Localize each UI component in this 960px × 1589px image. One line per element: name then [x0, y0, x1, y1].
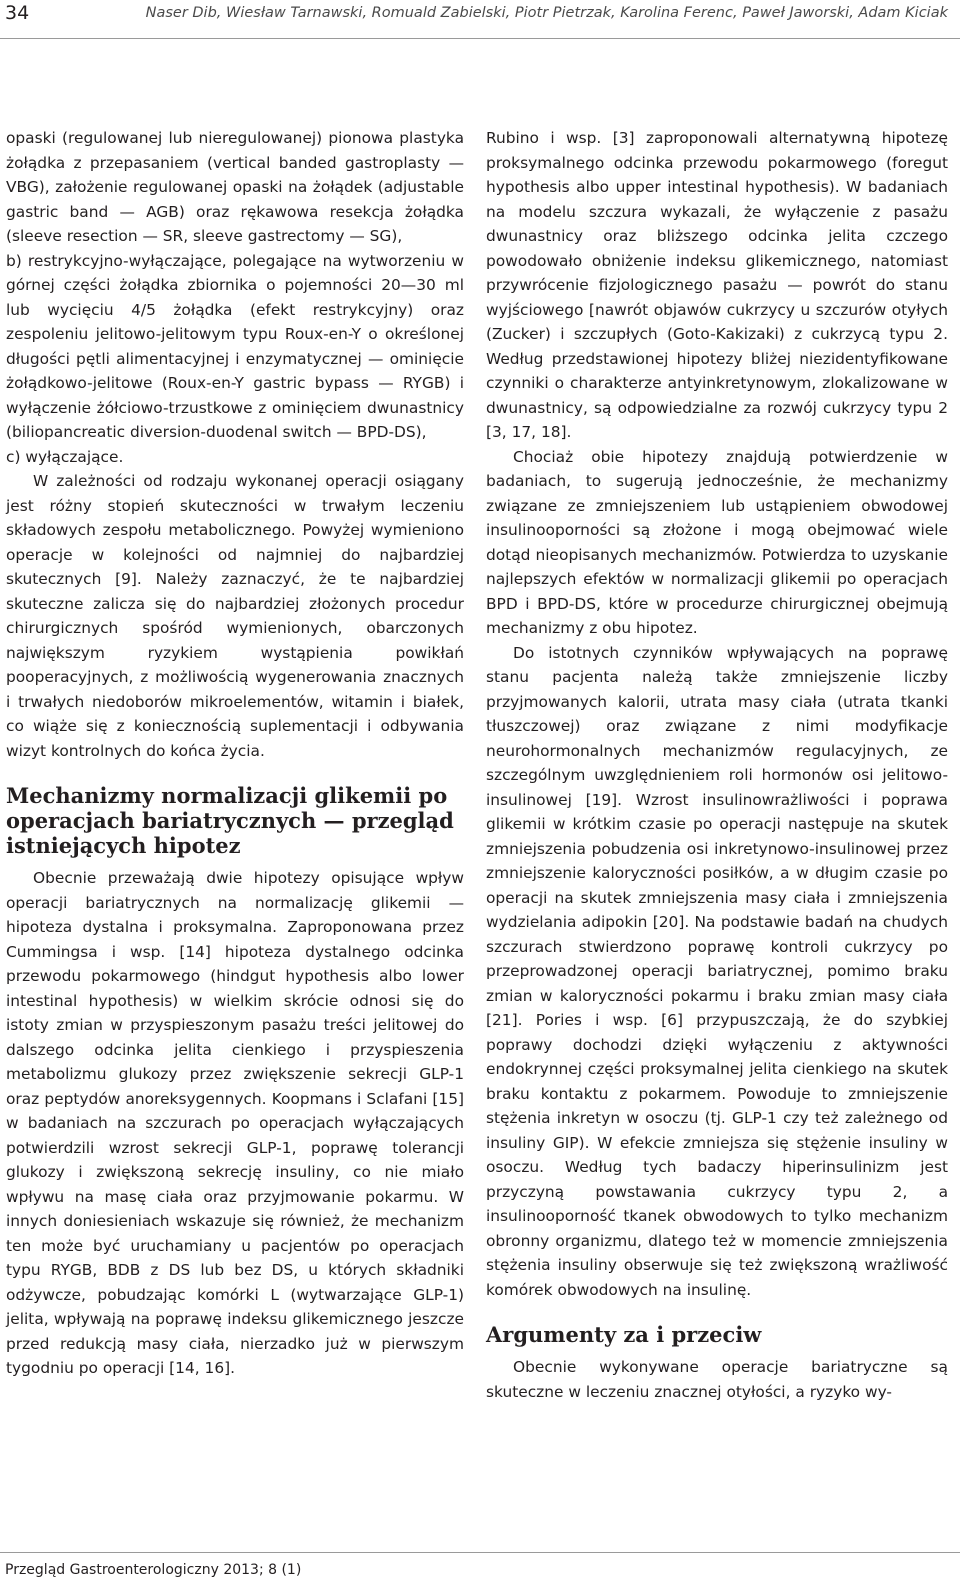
paragraph-foregut-hypothesis: Rubino i wsp. [3] zaproponowali alternatywną hipotezę proksymalnego odcinka przewodu pokarmowego (foregut hypothesis albo upper intestinal hypothesis). W badaniach na modelu szczura wykazali, że wyłączenie z pasażu dwunastnicy oraz bliższego odcinka jelita czczego powodowało obniżenie indeksu glikemicznego, natomiast przywrócenie fizjologicznego pasażu — powrót do stanu wyjściowego [nawrót objawów cukrzycy u szczurów otyłych (Zucker) i szczupłych (Goto-Kakizaki) z cukrzycą typu 2. Według przedstawionej hipotezy bliżej niezidentyfikowane czynniki o charakterze antyinkretynowym, zlokalizowane w dwunastnicy, są odpowiedzialne za rozwój cukrzycy typu 2 [3, 17, 18].	[486, 129, 948, 441]
paragraph-factors: Do istotnych czynników wpływających na poprawę stanu pacjenta należą także zmniejszenie liczby przyjmowanych kalorii, utrata masy ciała (utrata tkanki tłuszczowej) oraz związane z nimi modyfikacje neurohormonalnych mechanizmów regulacyjnych, ze szczególnym uwzględnieniem roli hormonów osi jelitowo-insulinowej [19]. Wzrost insulinowrażliwości i poprawa glikemii w krótkim czasie po operacji następuje na skutek zmniejszenia pobudzenia osi inkretynowo-insulinowej przez zmniejszenie kaloryczności posiłków, a w długim czasie po operacji na skutek zmniejszenia masy ciała i zmniejszenia wydzielania adipokin [20]. Na podstawie badań na chudych szczurach stwierdzono poprawę kontroli cukrzycy po przeprowadzonej operacji bariatrycznej, pomimo braku zmian w kaloryczności pokarmu i braku zmian masy ciała [21]. Pories i wsp. [6] przypuszczają, że do szybkiej poprawy dochodzi dzięki wyłączeniu z aktywności endokrynnej części proksymalnej jelita cienkiego na skutek braku kontaktu z pokarmem. Powoduje to zmniejszenie stężenia inkretyn w osoczu (tj. GLP-1 czy też zależnego od insuliny GIP). W efekcie zmniejsza się stężenie insuliny w osoczu. Według tych badaczy hiperinsulinizm jest przyczyną powstawania cukrzycy typu 2, a insulinooporność tkanek obwodowych to tylko mechanizm obronny organizmu, dlatego też w momencie zmniejszenia stężenia insuliny obserwuje się też zwiększoną wrażliwość komórek obwodowych na insulinę.	[486, 643, 948, 1299]
paragraph-arguments: Obecnie wykonywane operacje bariatryczne są skuteczne w leczeniu znacznej otyłości, a ryzyko wy-	[486, 1358, 948, 1401]
list-item-c: c) wyłączające.	[6, 447, 124, 466]
journal-footer: Przegląd Gastroenterologiczny 2013; 8 (1)	[5, 1562, 302, 1578]
paragraph-both-hypotheses: Chociaż obie hipotezy znajdują potwierdzenie w badaniach, to sugerują jednocześnie, że mechanizmy związane ze zmniejszeniem lub ustąpieniem obwodowej insulinooporności są złożone i mogą obejmować wiele dotąd nieopisanych mechanizmów. Potwierdza to uzyskanie najlepszych efektów w normalizacji glikemii po operacjach BPD i BPD-DS, które w procedurze chirurgicznej obejmują mechanizmy z obu hipotez.	[486, 447, 948, 637]
section-heading-arguments: Argumenty za i przeciw	[486, 1322, 762, 1347]
left-column	[6, 126, 464, 1381]
footer-rule	[0, 1552, 960, 1553]
paragraph-hypotheses: Obecnie przeważają dwie hipotezy opisujące wpływ operacji bariatrycznych na normalizację glikemii — hipoteza dystalna i proksymalna. Zaproponowana przez Cummingsa i wsp. [14] hipoteza dystalnego odcinka przewodu pokarmowego (hindgut hypothesis albo lower intestinal hypothesis) w wielkim skrócie odnosi się do istoty zmian w przyspieszonym pasażu treści jelitowej do dalszego odcinka jelita cienkiego i przyspieszenia metabolizmu glukozy przez zwiększenie sekrecji GLP-1 oraz peptydów anoreksygennych. Koopmans i Sclafani [15] w badaniach na szczurach po operacjach wyłączających potwierdzili wzrost sekrecji GLP-1, poprawę tolerancji glukozy i zwiększoną sekrecję insuliny, co nie miało wpływu na masę ciała oraz przyjmowanie pokarmu. W innych doniesieniach wskazuje się również, że mechanizm ten może być uruchamiany u pacjentów po operacjach typu RYGB, BDB z DS lub bez DS, u których składniki odżywcze, pobudzając komórki L (wytwarzające GLP-1) jelita, wpływają na poprawę indeksu glikemicznego jeszcze przed redukcją masy ciała, nierzadko już w pierwszym tygodniu po operacji [14, 16].	[6, 869, 464, 1377]
right-column	[486, 126, 948, 1404]
paragraph-effectiveness: W zależności od rodzaju wykonanej operacji osiągany jest różny stopień skuteczności w trwałym leczeniu składowych zespołu metabolicznego. Powyżej wymieniono operacje w kolejności od najmniej do najbardziej skutecznych [9]. Należy zaznaczyć, że te najbardziej skuteczne zalicza się do najbardziej złożonych procedur chirurgicznych spośród wymienionych, obarczonych największym ryzykiem wystąpienia powikłań pooperacyjnych, z możliwością wygenerowania znacznych i trwałych niedoborów mikroelementów, witamin i białek, co wiąże się z koniecznością suplementacji i odbywania wizyt kontrolnych do końca życia.	[6, 472, 464, 760]
running-head-authors: Naser Dib, Wiesław Tarnawski, Romuald Zabielski, Piotr Pietrzak, Karolina Ferenc, Paweł Jaworski, Adam Kiciak	[145, 5, 948, 21]
page-number: 34	[5, 2, 30, 24]
header-rule	[0, 38, 960, 39]
list-item-a: opaski (regulowanej lub nieregulowanej) pionowa plastyka żołądka z przepasaniem (vertical banded gastroplasty — VBG), założenie regulowanej opaski na żołądek (adjustable gastric band — AGB) oraz rękawowa resekcja żołądka (sleeve resection — SR, sleeve gastrectomy — SG),	[6, 129, 464, 245]
list-item-b: b) restrykcyjno-wyłączające, polegające na wytworzeniu w górnej części żołądka zbiornika o pojemności 20—30 ml lub wycięciu 4/5 żołądka (efekt restrykcyjny) oraz zespoleniu jelitowo-jelitowym typu Roux-en-Y o określonej długości pętli alimentacyjnej i enzymatycznej — ominięcie żołądkowo-jelitowe (Roux-en-Y gastric bypass — RYGB) i wyłączenie żółciowo-trzustkowe z ominięciem dwunastnicy (biliopancreatic diversion-duodenal switch — BPD-DS),	[6, 251, 464, 441]
section-heading-mechanisms: Mechanizmy normalizacji glikemii po operacjach bariatrycznych — przegląd istniejących hipotez	[6, 783, 454, 858]
